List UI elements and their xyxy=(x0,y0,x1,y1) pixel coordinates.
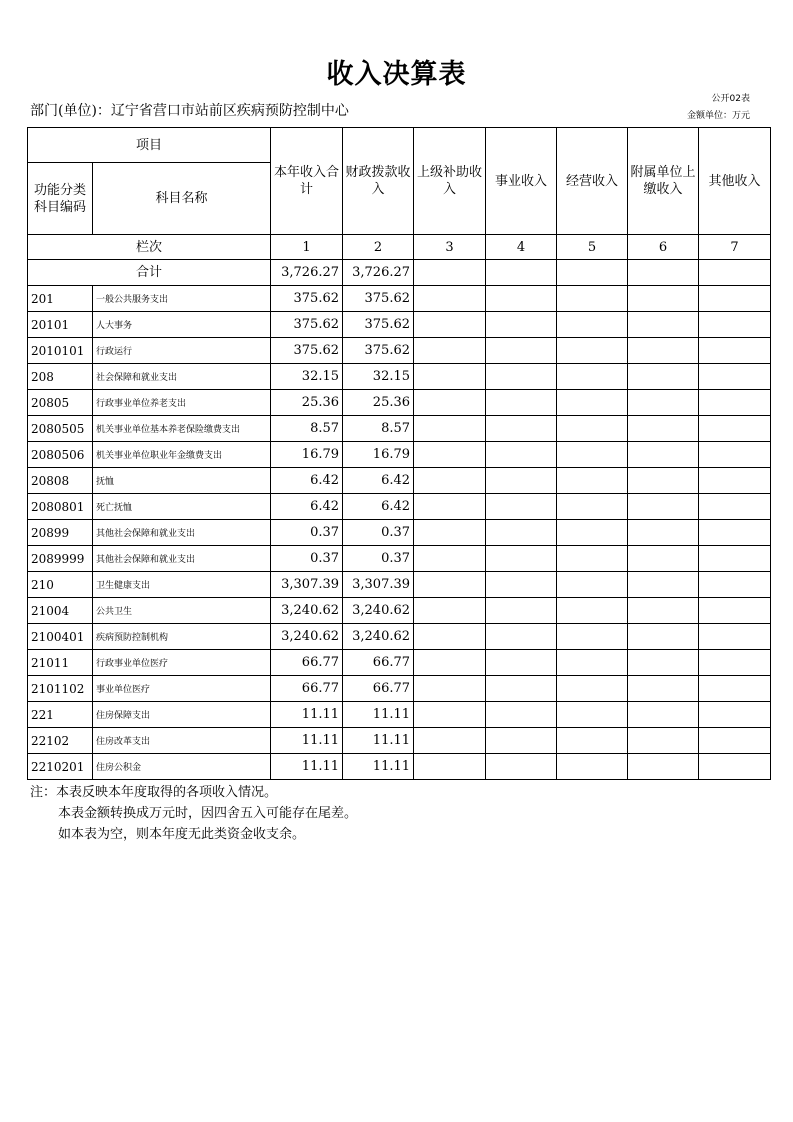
row-v2: 375.62 xyxy=(343,312,414,338)
row-code: 2089999 xyxy=(28,546,93,572)
empty-cell xyxy=(414,442,486,468)
note-line: 注：本表反映本年度取得的各项收入情况。 xyxy=(30,785,278,800)
row-v2: 25.36 xyxy=(343,390,414,416)
empty-cell xyxy=(557,338,628,364)
row-v1: 32.15 xyxy=(271,364,343,390)
empty-cell xyxy=(699,494,771,520)
empty-cell xyxy=(699,364,771,390)
row-name: 死亡抚恤 xyxy=(93,494,271,520)
empty-cell xyxy=(628,390,699,416)
row-v1: 6.42 xyxy=(271,468,343,494)
department-label: 部门(单位)：辽宁省营口市站前区疾病预防控制中心 xyxy=(30,103,349,119)
row-code: 2101102 xyxy=(28,676,93,702)
empty-cell xyxy=(414,676,486,702)
empty-cell xyxy=(414,286,486,312)
empty-cell xyxy=(699,468,771,494)
row-v1: 375.62 xyxy=(271,338,343,364)
empty-cell xyxy=(486,494,557,520)
empty-cell xyxy=(699,598,771,624)
empty-cell xyxy=(486,442,557,468)
empty-cell xyxy=(414,702,486,728)
row-code: 210 xyxy=(28,572,93,598)
table-row xyxy=(28,442,771,468)
empty-cell xyxy=(414,598,486,624)
col-index: 2 xyxy=(343,235,414,260)
row-name: 人大事务 xyxy=(93,312,271,338)
empty-cell xyxy=(628,338,699,364)
row-v1: 375.62 xyxy=(271,286,343,312)
row-v1: 3,240.62 xyxy=(271,624,343,650)
empty-cell xyxy=(557,598,628,624)
row-code: 2010101 xyxy=(28,338,93,364)
empty-cell xyxy=(699,702,771,728)
empty-cell xyxy=(628,364,699,390)
empty-cell xyxy=(486,390,557,416)
empty-cell xyxy=(557,312,628,338)
header-col3: 上级补助收入 xyxy=(414,128,486,235)
col-index: 4 xyxy=(486,235,557,260)
empty-cell xyxy=(628,442,699,468)
empty-cell xyxy=(628,728,699,754)
row-v2: 66.77 xyxy=(343,650,414,676)
row-v2: 66.77 xyxy=(343,676,414,702)
row-v1: 0.37 xyxy=(271,546,343,572)
header-lanci: 栏次 xyxy=(28,235,271,260)
empty-cell xyxy=(414,650,486,676)
empty-cell xyxy=(557,286,628,312)
empty-cell xyxy=(699,390,771,416)
row-name: 住房公积金 xyxy=(93,754,271,780)
empty-cell xyxy=(557,754,628,780)
empty-cell xyxy=(414,546,486,572)
empty-cell xyxy=(628,624,699,650)
empty-cell xyxy=(557,624,628,650)
row-name: 其他社会保障和就业支出 xyxy=(93,520,271,546)
header-col4: 事业收入 xyxy=(486,128,557,235)
note-line: 如本表为空，则本年度无此类资金收支余。 xyxy=(58,827,306,842)
row-name: 事业单位医疗 xyxy=(93,676,271,702)
empty-cell xyxy=(699,676,771,702)
row-code: 2080505 xyxy=(28,416,93,442)
row-v1: 66.77 xyxy=(271,676,343,702)
col-index: 7 xyxy=(699,235,771,260)
empty-cell xyxy=(486,468,557,494)
row-v2: 3,240.62 xyxy=(343,624,414,650)
empty-cell xyxy=(486,572,557,598)
form-number: 公开02表 xyxy=(711,94,750,104)
row-v1: 6.42 xyxy=(271,494,343,520)
empty-cell xyxy=(486,364,557,390)
empty-cell xyxy=(486,338,557,364)
empty-cell xyxy=(414,624,486,650)
table-row xyxy=(28,468,771,494)
row-code: 21004 xyxy=(28,598,93,624)
empty-cell xyxy=(557,572,628,598)
table-row xyxy=(28,624,771,650)
table-row xyxy=(28,338,771,364)
row-name: 行政运行 xyxy=(93,338,271,364)
empty-cell xyxy=(628,650,699,676)
empty-cell xyxy=(557,702,628,728)
empty-cell xyxy=(557,650,628,676)
table-row xyxy=(28,494,771,520)
empty-cell xyxy=(557,728,628,754)
empty-cell xyxy=(699,546,771,572)
empty-cell xyxy=(486,754,557,780)
row-v1: 3,240.62 xyxy=(271,598,343,624)
table-row xyxy=(28,390,771,416)
header-item: 项目 xyxy=(28,128,271,163)
row-code: 2100401 xyxy=(28,624,93,650)
row-v2: 8.57 xyxy=(343,416,414,442)
row-name: 住房改革支出 xyxy=(93,728,271,754)
empty-cell xyxy=(628,494,699,520)
row-v2: 16.79 xyxy=(343,442,414,468)
empty-cell xyxy=(486,728,557,754)
total-label: 合计 xyxy=(28,260,271,286)
row-name: 抚恤 xyxy=(93,468,271,494)
empty-cell xyxy=(628,572,699,598)
row-name: 机关事业单位基本养老保险缴费支出 xyxy=(93,416,271,442)
header-col1: 本年收入合计 xyxy=(271,128,343,235)
empty-cell xyxy=(699,520,771,546)
row-code: 201 xyxy=(28,286,93,312)
empty-cell xyxy=(628,546,699,572)
empty-cell xyxy=(628,676,699,702)
empty-cell xyxy=(486,598,557,624)
row-v1: 375.62 xyxy=(271,312,343,338)
empty-cell xyxy=(699,338,771,364)
empty-cell xyxy=(414,338,486,364)
empty-cell xyxy=(557,442,628,468)
row-code: 20101 xyxy=(28,312,93,338)
page-title: 收入决算表 xyxy=(326,59,467,90)
row-v1: 11.11 xyxy=(271,728,343,754)
amount-unit: 金额单位：万元 xyxy=(686,111,750,121)
total-v1: 3,726.27 xyxy=(271,260,343,286)
empty-cell xyxy=(557,494,628,520)
row-v1: 25.36 xyxy=(271,390,343,416)
table-row xyxy=(28,546,771,572)
empty-cell xyxy=(557,468,628,494)
row-v2: 0.37 xyxy=(343,546,414,572)
empty-cell xyxy=(628,286,699,312)
header-col7: 其他收入 xyxy=(699,128,771,235)
empty-cell xyxy=(486,624,557,650)
header-col5: 经营收入 xyxy=(557,128,628,235)
empty-cell xyxy=(699,312,771,338)
row-name: 行政事业单位医疗 xyxy=(93,650,271,676)
empty-cell xyxy=(699,442,771,468)
empty-cell xyxy=(414,494,486,520)
row-v2: 0.37 xyxy=(343,520,414,546)
header-col6: 附属单位上缴收入 xyxy=(628,128,699,235)
table-row xyxy=(28,416,771,442)
row-name: 住房保障支出 xyxy=(93,702,271,728)
total-v2: 3,726.27 xyxy=(343,260,414,286)
row-v1: 0.37 xyxy=(271,520,343,546)
empty-cell xyxy=(557,546,628,572)
empty-cell xyxy=(486,416,557,442)
row-code: 208 xyxy=(28,364,93,390)
empty-cell xyxy=(486,286,557,312)
row-code: 221 xyxy=(28,702,93,728)
empty-cell xyxy=(486,702,557,728)
row-name: 公共卫生 xyxy=(93,598,271,624)
table-row xyxy=(28,572,771,598)
row-code: 2210201 xyxy=(28,754,93,780)
header-name: 科目名称 xyxy=(93,163,271,235)
row-v2: 375.62 xyxy=(343,338,414,364)
row-name: 疾病预防控制机构 xyxy=(93,624,271,650)
empty-cell xyxy=(414,468,486,494)
empty-cell xyxy=(414,390,486,416)
row-name: 一般公共服务支出 xyxy=(93,286,271,312)
row-name: 卫生健康支出 xyxy=(93,572,271,598)
empty-cell xyxy=(557,364,628,390)
row-code: 21011 xyxy=(28,650,93,676)
row-v1: 3,307.39 xyxy=(271,572,343,598)
row-v2: 32.15 xyxy=(343,364,414,390)
row-v2: 375.62 xyxy=(343,286,414,312)
col-index: 5 xyxy=(557,235,628,260)
total-row xyxy=(28,260,771,286)
table-row xyxy=(28,520,771,546)
empty-cell xyxy=(628,520,699,546)
row-v2: 11.11 xyxy=(343,754,414,780)
empty-cell xyxy=(699,416,771,442)
empty-cell xyxy=(557,676,628,702)
empty-cell xyxy=(699,650,771,676)
row-v2: 6.42 xyxy=(343,468,414,494)
table-row xyxy=(28,676,771,702)
row-v1: 11.11 xyxy=(271,702,343,728)
empty-cell xyxy=(699,624,771,650)
row-name: 其他社会保障和就业支出 xyxy=(93,546,271,572)
empty-cell xyxy=(628,312,699,338)
row-v1: 8.57 xyxy=(271,416,343,442)
table-row xyxy=(28,650,771,676)
row-name: 机关事业单位职业年金缴费支出 xyxy=(93,442,271,468)
table-row xyxy=(28,702,771,728)
empty-cell xyxy=(414,728,486,754)
empty-cell xyxy=(628,754,699,780)
row-v2: 6.42 xyxy=(343,494,414,520)
empty-cell xyxy=(486,650,557,676)
table-row xyxy=(28,728,771,754)
row-v1: 11.11 xyxy=(271,754,343,780)
col-index: 6 xyxy=(628,235,699,260)
empty-cell xyxy=(414,364,486,390)
row-v1: 16.79 xyxy=(271,442,343,468)
col-index: 3 xyxy=(414,235,486,260)
empty-cell xyxy=(486,312,557,338)
empty-cell xyxy=(557,416,628,442)
row-code: 20899 xyxy=(28,520,93,546)
row-code: 22102 xyxy=(28,728,93,754)
table-row xyxy=(28,364,771,390)
empty-cell xyxy=(414,754,486,780)
header-code: 功能分类科目编码 xyxy=(28,163,93,235)
empty-cell xyxy=(557,390,628,416)
empty-cell xyxy=(699,572,771,598)
empty-cell xyxy=(628,598,699,624)
row-name: 行政事业单位养老支出 xyxy=(93,390,271,416)
notes xyxy=(30,782,357,845)
empty-cell xyxy=(486,546,557,572)
table-row xyxy=(28,286,771,312)
row-v2: 3,307.39 xyxy=(343,572,414,598)
header-col2: 财政拨款收入 xyxy=(343,128,414,235)
col-index: 1 xyxy=(271,235,343,260)
empty-cell xyxy=(699,286,771,312)
table-row xyxy=(28,754,771,780)
row-v2: 11.11 xyxy=(343,702,414,728)
row-code: 2080801 xyxy=(28,494,93,520)
row-code: 2080506 xyxy=(28,442,93,468)
row-code: 20805 xyxy=(28,390,93,416)
row-v1: 66.77 xyxy=(271,650,343,676)
empty-cell xyxy=(414,520,486,546)
table-row xyxy=(28,598,771,624)
empty-cell xyxy=(414,572,486,598)
empty-cell xyxy=(628,702,699,728)
table-row xyxy=(28,312,771,338)
empty-cell xyxy=(414,312,486,338)
row-v2: 3,240.62 xyxy=(343,598,414,624)
empty-cell xyxy=(628,468,699,494)
empty-cell xyxy=(486,520,557,546)
empty-cell xyxy=(699,754,771,780)
empty-cell xyxy=(628,416,699,442)
empty-cell xyxy=(557,520,628,546)
empty-cell xyxy=(699,728,771,754)
empty-cell xyxy=(414,416,486,442)
row-v2: 11.11 xyxy=(343,728,414,754)
row-code: 20808 xyxy=(28,468,93,494)
note-line: 本表金额转换成万元时，因四舍五入可能存在尾差。 xyxy=(58,806,358,821)
empty-cell xyxy=(486,676,557,702)
income-table xyxy=(27,127,771,780)
row-name: 社会保障和就业支出 xyxy=(93,364,271,390)
